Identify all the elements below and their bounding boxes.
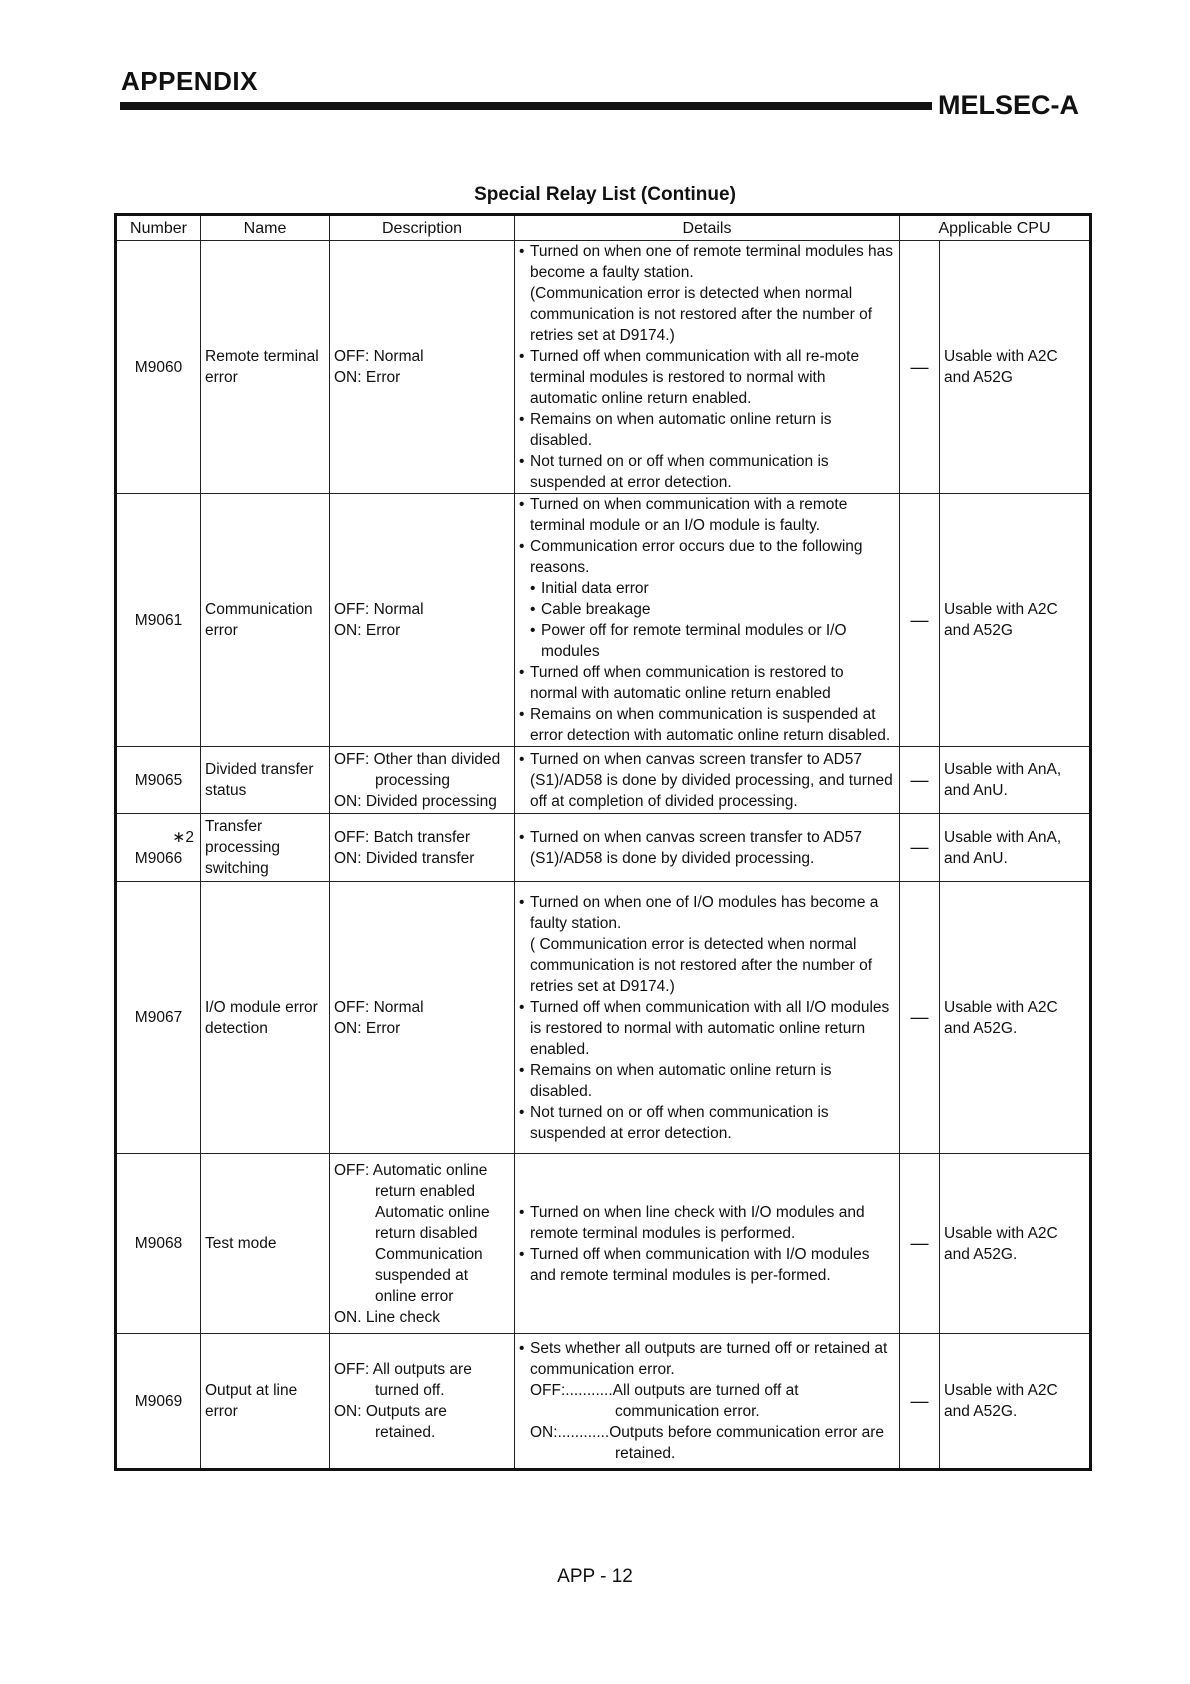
detail-item: • Not turned on or off when communication is suspended at error detection. [519,451,895,493]
table-row [116,882,1091,1154]
relay-number: M9069 [116,1334,201,1470]
col-applicable-cpu: Applicable CPU [900,215,1091,241]
detail-note: ON:............Outputs before communication error are [530,1424,885,1441]
description-line: ON: Outputs are [334,1403,447,1420]
description-line: ON: Error [334,622,401,639]
table-title: Special Relay List (Continue) [474,184,736,205]
relay-name: Remote terminal error [201,241,330,494]
detail-item: • Turned on when canvas screen transfer to AD57 (S1)/AD58 is done by divided processing. [519,827,895,869]
detail-item: • Turned on when communication with a remote terminal module or an I/O module is faulty. [519,494,895,536]
description-line: Communication [375,1245,483,1263]
description-line: ON: Divided processing [334,792,497,810]
detail-subitem: • Cable breakage [519,599,895,620]
dash-mark: — [900,494,940,747]
description-line: suspended at [375,1266,469,1284]
detail-item: • Remains on when communication is suspended at error detection with automatic online return disabled. [519,704,895,746]
dash-mark: — [900,882,940,1154]
detail-item: • Remains on when automatic online return is disabled. [519,1060,895,1102]
relay-details [515,1154,900,1334]
detail-item: • Communication error occurs due to the following reasons. [519,536,895,578]
detail-item: • Turned on when canvas screen transfer to AD57 (S1)/AD58 is done by divided processing, and turned off at completion of divided processing. [519,749,895,812]
description-line: ON: Error [334,369,401,386]
relay-name: Test mode [201,1154,330,1334]
detail-item: • Not turned on or off when communication is suspended at error detection. [519,1102,895,1144]
applicable-cpu: Usable with A2C and A52G. [940,1334,1091,1470]
relay-details [515,747,900,814]
relay-name: I/O module error detection [201,882,330,1154]
detail-item: • Turned off when communication with all I/O modules is restored to normal with automatic online return enabled. [519,997,895,1060]
applicable-cpu: Usable with A2C and A52G [940,241,1091,494]
description-line: return enabled [375,1182,475,1200]
description-line: OFF: All outputs are [334,1361,472,1378]
applicable-cpu: Usable with A2C and A52G [940,494,1091,747]
relay-description [330,494,515,747]
table-row [116,241,1091,494]
detail-note: (Communication error is detected when normal communication is not restored after the number of retries set at D9174.) [530,285,873,344]
applicable-cpu: Usable with AnA, and AnU. [940,814,1091,882]
applicable-cpu: Usable with A2C and A52G. [940,1154,1091,1334]
product-name: MELSEC-A [938,90,1079,120]
description-line: OFF: Normal [334,601,424,618]
relay-name: Transfer processing switching [201,814,330,882]
detail-item: • Sets whether all outputs are turned off or retained at communication error. [519,1338,895,1380]
dash-mark: — [900,814,940,882]
detail-note: communication error. [615,1403,760,1420]
relay-details [515,1334,900,1470]
detail-subitem: • Initial data error [519,578,895,599]
col-details: Details [515,215,900,241]
relay-number: M9068 [116,1154,201,1334]
description-line: OFF: Batch transfer [334,828,471,846]
table-row [116,494,1091,747]
dash-mark: — [900,1154,940,1334]
description-line: OFF: Normal [334,348,424,365]
relay-description [330,814,515,882]
detail-item: • Turned off when communication with I/O modules and remote terminal modules is per-formed. [519,1244,895,1286]
dash-mark: — [900,241,940,494]
description-line: ON: Divided transfer [334,849,475,867]
page-number: APP - 12 [557,1566,633,1587]
col-number: Number [116,215,201,241]
table-row [116,1334,1091,1470]
detail-note: retained. [615,1445,676,1462]
relay-description [330,1154,515,1334]
relay-number: M9060 [116,241,201,494]
description-line: online error [375,1287,454,1305]
relay-name: Communication error [201,494,330,747]
dash-mark: — [900,1334,940,1470]
description-line: retained. [375,1424,436,1441]
relay-description [330,882,515,1154]
description-line: turned off. [375,1382,445,1399]
detail-subitem: • Power off for remote terminal modules or I/O modules [519,620,895,662]
relay-number [116,814,201,882]
relay-description [330,1334,515,1470]
col-description: Description [330,215,515,241]
description-line: ON. Line check [334,1308,440,1326]
relay-details [515,241,900,494]
table-row [116,1154,1091,1334]
header-rule [120,102,932,110]
table-row [116,747,1091,814]
relay-name: Output at line error [201,1334,330,1470]
relay-number: M9067 [116,882,201,1154]
description-line: processing [375,771,450,789]
detail-note: ( Communication error is detected when normal communication is not restored after the number of retries set at D9174.) [530,935,873,995]
col-name: Name [201,215,330,241]
relay-details [515,814,900,882]
relay-details [515,494,900,747]
description-line: OFF: Automatic online [334,1161,488,1179]
special-relay-table [114,213,1092,1471]
relay-description [330,747,515,814]
detail-item: • Turned on when one of I/O modules has become a faulty station. [519,892,895,934]
detail-item: • Turned off when communication is restored to normal with automatic online return enabled [519,662,895,704]
relay-description [330,241,515,494]
applicable-cpu: Usable with AnA, and AnU. [940,747,1091,814]
table-header-row [116,215,1091,241]
detail-item: • Turned off when communication with all re-mote terminal modules is restored to normal with automatic online return enabled. [519,346,895,409]
detail-item: • Turned on when line check with I/O modules and remote terminal modules is performed. [519,1202,895,1244]
description-line: OFF: Other than divided [334,750,501,768]
description-line: OFF: Normal [334,998,424,1016]
relay-details [515,882,900,1154]
footnote-mark: ∗2 [172,828,194,846]
description-line: ON: Error [334,1019,401,1037]
relay-name: Divided transfer status [201,747,330,814]
relay-number: M9065 [116,747,201,814]
relay-number-text: M9066 [134,849,183,867]
detail-note: OFF:...........All outputs are turned off at [530,1382,799,1399]
applicable-cpu: Usable with A2C and A52G. [940,882,1091,1154]
description-line: Automatic online [375,1203,490,1221]
description-line: return disabled [375,1224,478,1242]
detail-item: • Turned on when one of remote terminal modules has become a faulty station. [519,241,895,283]
section-title: APPENDIX [121,66,258,96]
table-row [116,814,1091,882]
relay-number: M9061 [116,494,201,747]
dash-mark: — [900,747,940,814]
detail-item: • Remains on when automatic online return is disabled. [519,409,895,451]
